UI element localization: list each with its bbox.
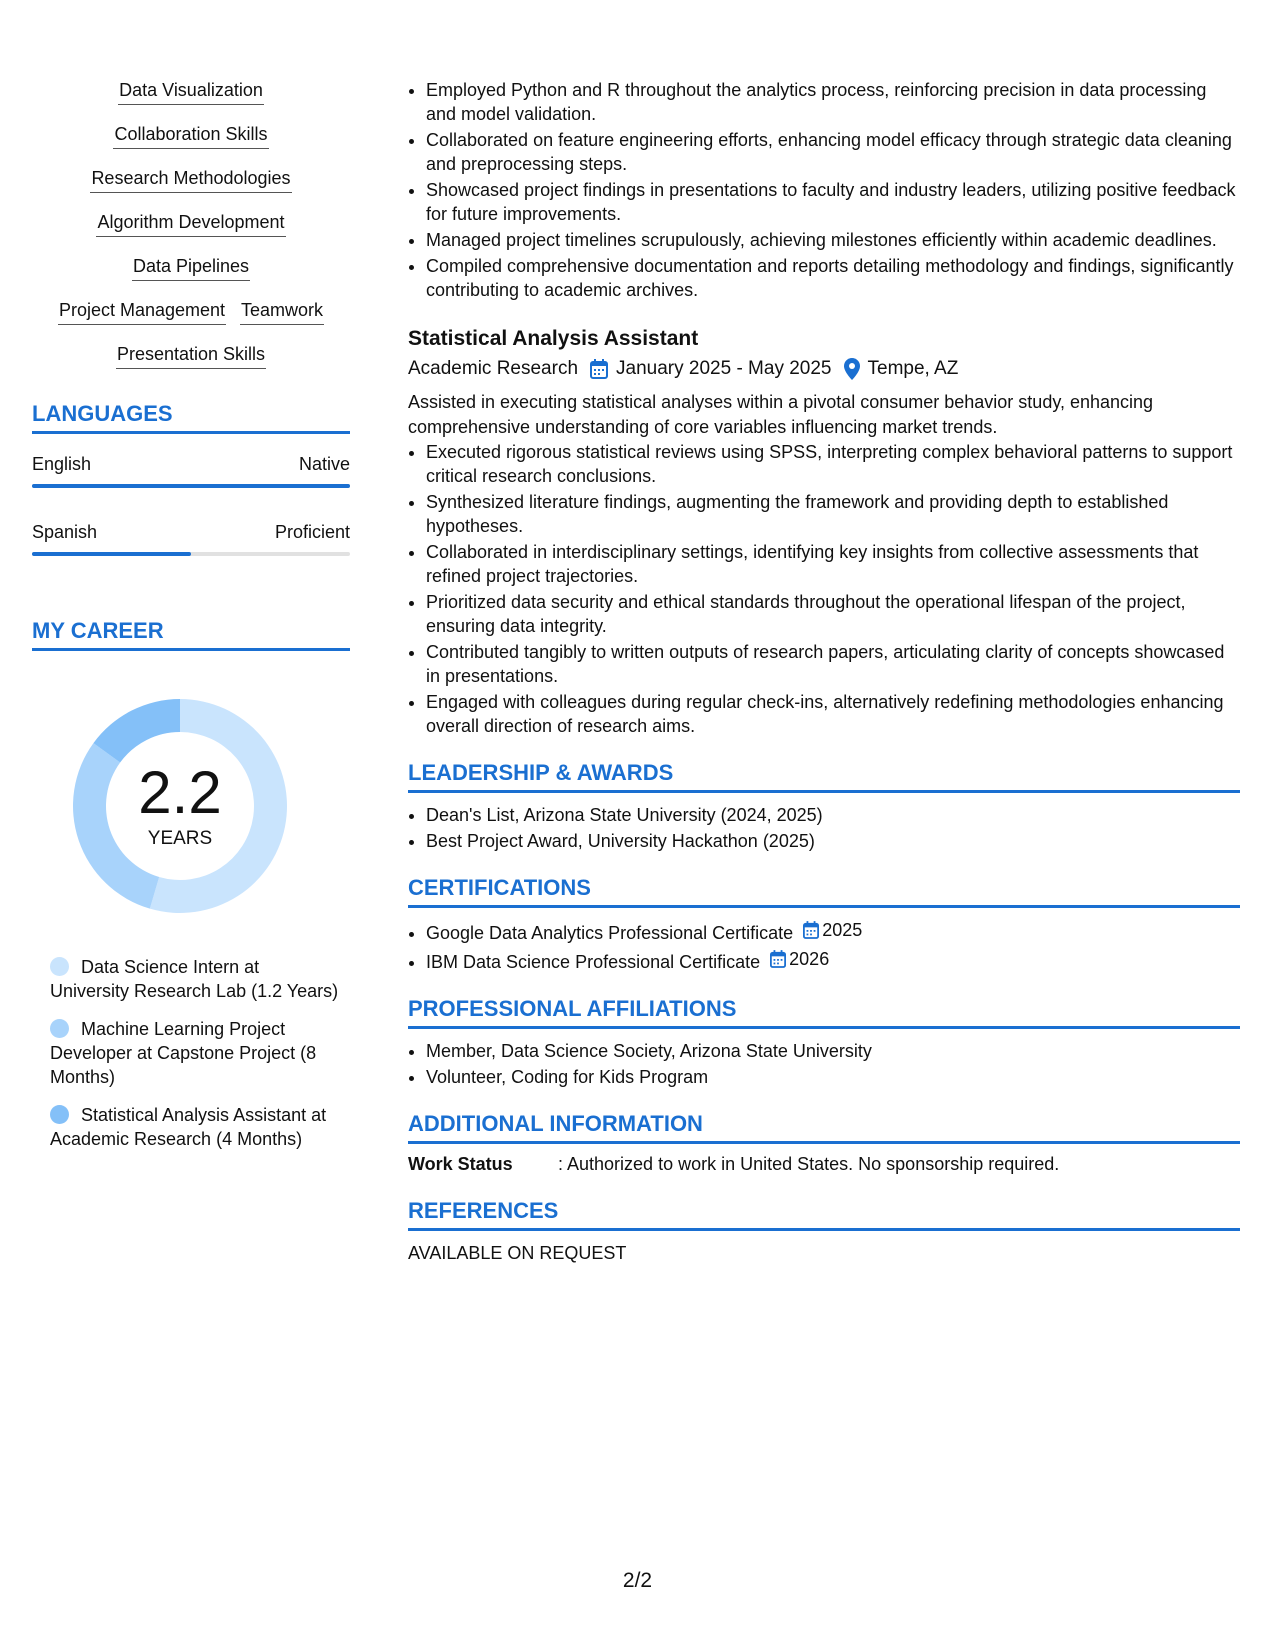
work-status-row (408, 1152, 1240, 1176)
bullet-item: • Contributed tangibly to written outputs of research papers, articulating clarity of concepts showcased in presentations. (426, 640, 1240, 688)
certification-year: 2025 (822, 920, 863, 940)
leadership-title: LEADERSHIP & AWARDS (408, 760, 1240, 793)
skill-row (32, 342, 350, 369)
additional-title: ADDITIONAL INFORMATION (408, 1111, 1240, 1144)
job-bullets (408, 440, 1240, 738)
language-item (32, 520, 350, 556)
bullet-item: • Collaborated in interdisciplinary settings, identifying key insights from collective assessments that refined project trajectories. (426, 540, 1240, 588)
bullet-item: • Managed project timelines scrupulously, achieving milestones efficiently within academic deadlines. (426, 228, 1240, 252)
skill-tag: Research Methodologies (90, 166, 291, 193)
previous-job-bullets (408, 78, 1240, 302)
donut-center (65, 691, 295, 921)
bullet-item: • Collaborated on feature engineering efforts, enhancing model efficacy through strategic data cleaning and preprocessing steps. (426, 128, 1240, 176)
leadership-section (408, 760, 1240, 853)
affiliation-item: • Volunteer, Coding for Kids Program (426, 1065, 1240, 1089)
calendar-icon (770, 950, 789, 968)
languages-section (32, 401, 350, 556)
career-unit: YEARS (147, 828, 213, 849)
skill-row (32, 122, 350, 149)
job-entry (408, 326, 1240, 738)
language-name: Spanish (32, 522, 98, 542)
skill-tag: Presentation Skills (116, 342, 266, 369)
affiliations-list (408, 1039, 1240, 1089)
job-location: Tempe, AZ (867, 358, 959, 379)
references-section (408, 1198, 1240, 1265)
job-description: Assisted in executing statistical analyses within a pivotal consumer behavior study, enhancing comprehensive understanding of core variables influencing market trends. (408, 392, 1154, 437)
work-status-label: Work Status (408, 1154, 513, 1174)
skill-row (32, 210, 350, 237)
languages-list (32, 452, 350, 556)
legend-label: Machine Learning Project Developer at Capstone Project (8 Months) (50, 1019, 317, 1087)
certifications-title: CERTIFICATIONS (408, 875, 1240, 908)
job-dates: January 2025 - May 2025 (616, 358, 832, 379)
legend-dot (50, 957, 69, 976)
certification-year-wrap (770, 947, 829, 971)
skill-tag: Algorithm Development (96, 210, 285, 237)
career-total: 2.2 (138, 759, 222, 826)
bullet-item: • Employed Python and R throughout the analytics process, reinforcing precision in data processing and model validation. (426, 78, 1240, 126)
certification-year-wrap (803, 918, 862, 942)
skill-row (32, 78, 350, 105)
language-row (32, 520, 350, 544)
work-status-value: : Authorized to work in United States. No sponsorship required. (558, 1154, 1060, 1174)
skill-tag: Data Visualization (118, 78, 264, 105)
bullet-item: • Prioritized data security and ethical standards throughout the operational lifespan of the project, ensuring data integrity. (426, 590, 1240, 638)
legend-item (50, 1103, 340, 1151)
legend-item (50, 955, 340, 1003)
bullet-item: • Engaged with colleagues during regular check-ins, alternatively redefining methodologies enhancing overall direction of research aims. (426, 690, 1240, 738)
skill-tag: Collaboration Skills (113, 122, 268, 149)
bullet-item: • Showcased project findings in presentations to faculty and industry leaders, utilizing positive feedback for future improvements. (426, 178, 1240, 226)
affiliations-section (408, 996, 1240, 1089)
career-legend (50, 955, 340, 1151)
language-bar-fill (32, 552, 191, 556)
skill-tag: Project Management (58, 298, 226, 325)
page-number: 2/2 (622, 1569, 653, 1592)
languages-title: LANGUAGES (32, 401, 350, 434)
legend-label: Data Science Intern at University Research Lab (1.2 Years) (50, 957, 339, 1001)
affiliations-title: PROFESSIONAL AFFILIATIONS (408, 996, 1240, 1029)
job-company: Academic Research (408, 358, 579, 379)
language-row (32, 452, 350, 476)
award-item: • Best Project Award, University Hackathon (2025) (426, 829, 1240, 853)
legend-label: Statistical Analysis Assistant at Academic Research (4 Months) (50, 1105, 327, 1149)
certification-name: Google Data Analytics Professional Certificate (426, 923, 794, 943)
career-title: MY CAREER (32, 618, 350, 651)
job-meta (408, 356, 1240, 382)
additional-section (408, 1111, 1240, 1176)
language-bar (32, 484, 350, 488)
certification-item (426, 947, 1240, 974)
bullet-item: • Executed rigorous statistical reviews using SPSS, interpreting complex behavioral patterns to support critical research conclusions. (426, 440, 1240, 488)
leadership-list (408, 803, 1240, 853)
legend-dot (50, 1105, 69, 1124)
legend-dot (50, 1019, 69, 1038)
calendar-icon (803, 921, 822, 939)
calendar-icon (590, 359, 608, 379)
skill-tag: Teamwork (240, 298, 324, 325)
language-bar-fill (32, 484, 350, 488)
bullet-item: • Synthesized literature findings, augmenting the framework and providing depth to established hypotheses. (426, 490, 1240, 538)
certification-name: IBM Data Science Professional Certificate (426, 952, 761, 972)
language-level: Proficient (274, 522, 350, 542)
career-donut-chart (65, 691, 295, 921)
language-name: English (32, 454, 92, 474)
references-text: AVAILABLE ON REQUEST (408, 1243, 627, 1263)
references-title: REFERENCES (408, 1198, 1240, 1231)
certification-year: 2026 (789, 949, 830, 969)
skill-row (32, 254, 350, 281)
award-item: • Dean's List, Arizona State University (2024, 2025) (426, 803, 1240, 827)
language-bar (32, 552, 350, 556)
map-pin-icon (844, 358, 860, 380)
legend-item (50, 1017, 340, 1089)
language-level: Native (298, 454, 350, 474)
affiliation-item: • Member, Data Science Society, Arizona State University (426, 1039, 1240, 1063)
certifications-section (408, 875, 1240, 974)
language-item (32, 452, 350, 488)
right-column (408, 78, 1240, 1265)
left-column (32, 78, 350, 1165)
job-title: Statistical Analysis Assistant (408, 327, 699, 350)
certifications-list (408, 918, 1240, 974)
skill-row (32, 166, 350, 193)
bullet-item: • Compiled comprehensive documentation and reports detailing methodology and findings, significantly contributing to academic archives. (426, 254, 1240, 302)
certification-item (426, 918, 1240, 945)
skills-list (32, 78, 350, 369)
skill-row (32, 298, 350, 325)
career-section (32, 618, 350, 1151)
skill-tag: Data Pipelines (132, 254, 250, 281)
